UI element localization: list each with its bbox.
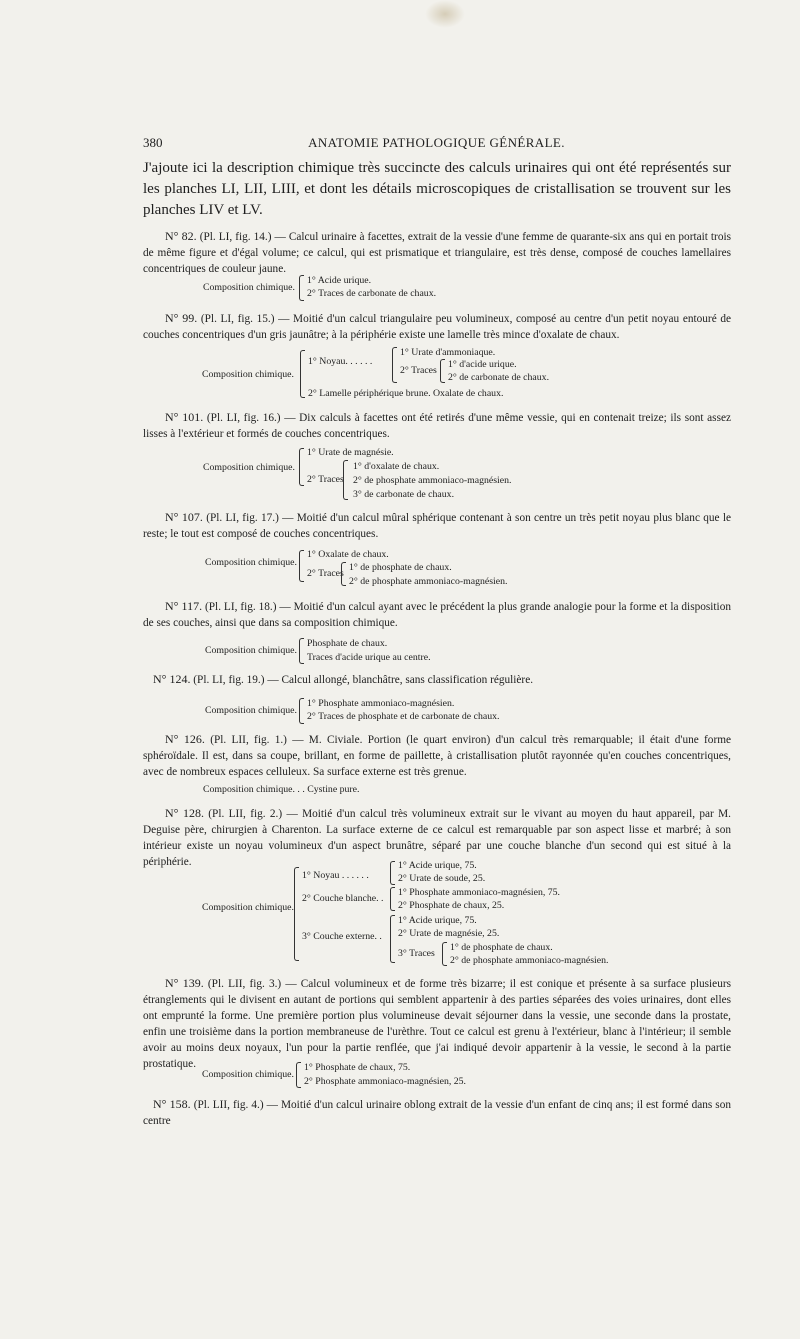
comp-item: 1° de phosphate de chaux.	[450, 942, 553, 953]
comp-item: 1° Acide urique, 75.	[398, 915, 477, 926]
brace	[299, 448, 304, 486]
comp-item: Phosphate de chaux.	[307, 638, 388, 649]
brace	[343, 460, 348, 500]
brace	[341, 562, 346, 586]
entry-number: N° 101.	[165, 410, 204, 424]
entry-99	[143, 310, 731, 343]
comp-item: 2° Urate de magnésie, 25.	[398, 928, 500, 939]
entry-text: (Pl. LI, fig. 14.) — Calcul urinaire à facettes, extrait de la vessie d'une femme de quarante-six ans qui en portait trois de même figure et d'égal volume; ce calcul, qui est prismatique et triangulaire, est très dense, composé de couches lamellaires concentriques de couleur jaune.	[143, 231, 732, 275]
comp-item: 2° Phosphate de chaux, 25.	[398, 900, 505, 911]
composition-line: Composition chimique. . . Cystine pure.	[203, 784, 360, 795]
entry-text: (Pl. LII, fig. 1.) — M. Civiale. Portion (le quart environ) d'un calcul très remarquable; il était d'une forme sphéroïdale. Il est, dans sa coupe, brillant, en forme de paillette, à cristallisation plutôt rayonnée qu'en couches concentriques, avec de nombreux espaces celluleux. Sa surface externe est très grenue.	[143, 734, 732, 778]
entry-text: (Pl. LII, fig. 3.) — Calcul volumineux et de forme très bizarre; il est conique et présente à sa surface plusieurs étranglements qui le divisent en autant de portions qui semblent appartenir à des parties séparées des voies urinaires, dont elles ont emprunté la forme. Une première portion plus volumineuse devait séjourner dans la vessie, une seconde dans la prostate, enfin une troisième dans la portion membraneuse de l'urèthre. Tout ce calcul est grenu à l'extérieur, blanc à l'intérieur; il semble avoir au moins deux noyaux, l'un pour la partie renflée, que j'ai indiqué devoir appartenir à la vessie, le second à la partie prostatique.	[143, 978, 731, 1070]
comp-item: 2° Phosphate ammoniaco-magnésien, 25.	[304, 1076, 466, 1087]
comp-item: Traces d'acide urique au centre.	[307, 652, 431, 663]
entry-107	[143, 509, 731, 542]
entry-number: N° 126.	[165, 732, 205, 746]
entry-text: (Pl. LI, fig. 19.) — Calcul allongé, blanchâtre, sans classification régulière.	[193, 674, 534, 686]
entry-158	[143, 1096, 731, 1129]
intro-paragraph: J'ajoute ici la description chimique très succincte des calculs urinaires qui ont été représentés sur les planches LI, LII, LIII, et dont les détails microscopiques de cristallisation se trouvent sur les planches LIV et LV.	[143, 160, 731, 218]
brace	[390, 915, 395, 963]
entry-text: (Pl. LII, fig. 4.) — Moitié d'un calcul urinaire oblong extrait de la vessie d'un enfant de cinq ans; il est formé dans son centre	[143, 1099, 731, 1127]
brace	[390, 887, 395, 911]
composition-label: Composition chimique.	[202, 1069, 294, 1080]
composition-label: Composition chimique.	[203, 462, 295, 473]
entry-117	[143, 598, 731, 631]
comp-item: 1° Phosphate ammoniaco-magnésien.	[307, 698, 455, 709]
entry-126	[143, 731, 731, 780]
brace	[392, 347, 397, 383]
composition-82	[203, 274, 603, 302]
comp-item: 1° Urate d'ammoniaque.	[400, 347, 496, 358]
comp-item: 2° Traces de phosphate et de carbonate de chaux.	[307, 711, 500, 722]
composition-126	[203, 783, 503, 797]
brace	[299, 275, 304, 301]
brace	[300, 350, 305, 398]
composition-99	[202, 346, 622, 402]
composition-117	[205, 637, 625, 665]
comp-item: 3° Traces	[398, 948, 435, 959]
entry-number: N° 124.	[153, 672, 191, 686]
composition-label: Composition chimique.	[205, 705, 297, 716]
composition-128	[202, 859, 642, 969]
composition-101	[203, 446, 623, 502]
entry-text: (Pl. LI, fig. 18.) — Moitié d'un calcul ayant avec le précédent la plus grande analogie pour la forme et la disposition de ses couches, ainsi que dans sa composition chimique.	[143, 601, 731, 629]
entry-text: (Pl. LI, fig. 17.) — Moitié d'un calcul mûral sphérique contenant à son centre un très petit noyau plus blanc que le reste; le tout est composé de couches concentriques.	[143, 512, 731, 540]
entry-139	[143, 975, 731, 1072]
entry-text: (Pl. LII, fig. 2.) — Moitié d'un calcul très volumineux extrait sur le vivant au moyen du haut appareil, par M. Deguise père, chirurgien à Charenton. La surface externe de ce calcul est remarquable par son aspect lisse et marbré; à son intérieur existe un noyau volumineux d'un aspect brunâtre, séparé par une couche blanche d'un second qui est situé à la périphérie.	[143, 808, 731, 868]
entry-number: N° 158.	[153, 1097, 191, 1111]
comp-item: 1° d'oxalate de chaux.	[353, 461, 440, 472]
comp-item: 1° Phosphate ammoniaco-magnésien, 75.	[398, 887, 560, 898]
comp-item: 2° Couche blanche. .	[302, 893, 384, 904]
page-header	[143, 135, 730, 151]
entry-number: N° 117.	[165, 599, 203, 613]
comp-item: 2° de phosphate ammoniaco-magnésien.	[353, 475, 512, 486]
comp-item: 2° Lamelle périphérique brune. Oxalate de chaux.	[308, 388, 504, 399]
comp-item: 1° d'acide urique.	[448, 359, 517, 370]
entry-number: N° 128.	[165, 806, 204, 820]
composition-label: Composition chimique.	[203, 282, 295, 293]
composition-label: Composition chimique.	[202, 902, 294, 913]
entry-text: (Pl. LI, fig. 16.) — Dix calculs à facettes ont été retirés d'une même vessie, qui en contenait treize; ils sont assez lisses à l'extérieur et formés de couches concentriques.	[143, 412, 732, 440]
comp-item: 1° Acide urique.	[307, 275, 372, 286]
brace	[299, 550, 304, 582]
comp-item: 1° Noyau. . . . . .	[308, 356, 373, 367]
brace	[296, 1062, 301, 1088]
entry-number: N° 107.	[165, 510, 203, 524]
composition-label: Composition chimique.	[205, 645, 297, 656]
brace	[390, 861, 395, 885]
comp-item: 2° de phosphate ammoniaco-magnésien.	[349, 576, 508, 587]
brace	[294, 867, 299, 961]
entry-124	[143, 671, 731, 688]
comp-item: 1° Acide urique, 75.	[398, 860, 477, 871]
entry-number: N° 82.	[165, 229, 197, 243]
comp-item: 2° Traces	[307, 568, 344, 579]
comp-item: 2° Urate de soude, 25.	[398, 873, 486, 884]
comp-item: 2° Traces de carbonate de chaux.	[307, 288, 437, 299]
brace	[442, 942, 447, 966]
entry-101	[143, 409, 731, 442]
paper-stain	[425, 0, 465, 28]
comp-item: 2° de phosphate ammoniaco-magnésien.	[450, 955, 609, 966]
running-title: ANATOMIE PATHOLOGIQUE GÉNÉRALE.	[308, 135, 565, 150]
composition-139	[202, 1061, 622, 1089]
comp-item: 1° Noyau . . . . . .	[302, 870, 369, 881]
composition-label: Composition chimique.	[205, 557, 297, 568]
brace	[440, 359, 445, 383]
page-number: 380	[143, 135, 163, 150]
entry-82	[143, 228, 731, 277]
brace	[299, 698, 304, 724]
composition-107	[205, 548, 625, 590]
comp-item: 1° Phosphate de chaux, 75.	[304, 1062, 411, 1073]
composition-124	[205, 697, 625, 725]
comp-item: 2° de carbonate de chaux.	[448, 372, 550, 383]
comp-item: 2° Traces	[400, 365, 437, 376]
comp-item: 1° Oxalate de chaux.	[307, 549, 389, 560]
comp-item: 1° de phosphate de chaux.	[349, 562, 452, 573]
entry-number: N° 139.	[165, 976, 204, 990]
composition-label: Composition chimique.	[202, 369, 294, 380]
comp-item: 2° Traces	[307, 474, 344, 485]
comp-item: 1° Urate de magnésie.	[307, 447, 394, 458]
brace	[299, 638, 304, 664]
comp-item: 3° de carbonate de chaux.	[353, 489, 455, 500]
entry-number: N° 99.	[165, 311, 198, 325]
comp-item: 3° Couche externe. .	[302, 931, 382, 942]
entry-text: (Pl. LI, fig. 15.) — Moitié d'un calcul triangulaire peu volumineux, composé au centre d'un petit noyau entouré de couches concentriques d'un gris jaunâtre; à la périphérie existe une lamelle très mince d'oxalate de chaux.	[143, 313, 731, 341]
